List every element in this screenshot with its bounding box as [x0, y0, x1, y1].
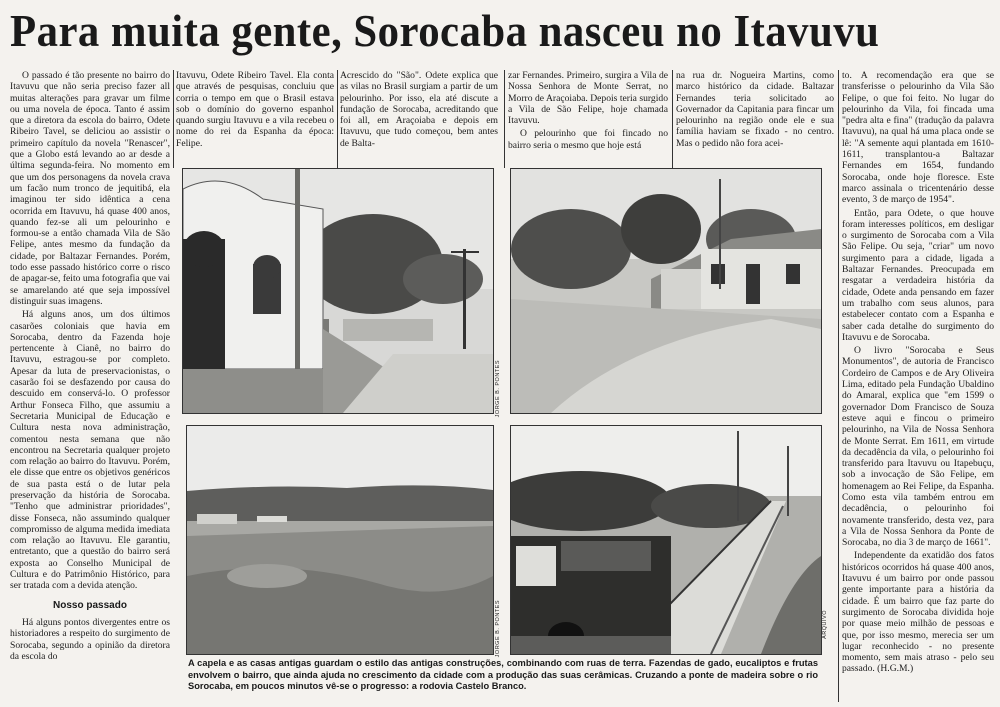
column-rule [838, 70, 839, 702]
article-column-4 [508, 70, 668, 162]
photo-bridge [510, 425, 822, 655]
paragraph: Independente da exatidão dos fatos históricos ocorridos há quase 400 anos, Itavuvu é um bairro por onde passou gente importante para a história da cidade. É um bairro que faz parte do surgimento de Sorocaba dividida hoje por quase meio milhão de pessoas e que, por isso mesmo, merecia ser um lugar reconhecido - no presente momento, sem mais atraso - pelo seu passado. (H.G.M.) [842, 550, 994, 675]
article-column-6 [842, 70, 994, 702]
article-column-3 [340, 70, 498, 162]
article-column-2 [176, 70, 334, 162]
photo-caption: A capela e as casas antigas guardam o estilo das antigas construções, combinando com ruas de terra. Fazendas de gado, eucaliptos e frutas envolvem o bairro, que ainda ajuda no crescimento da cidade com a produção das suas cerâmicas. Cruzando a ponte de madeira sobre o rio Sorocaba, em poucos minutos vê-se o progresso: a rodovia Castelo Branco. [188, 658, 818, 691]
column-rule [337, 70, 338, 168]
paragraph: Itavuvu, Odete Ribeiro Tavel. Ela conta que através de pesquisas, concluiu que corria o tempo em que o Brasil estava sob o domínio do governo espanhol quando surgiu Itavuvu e a vila recebeu o nome do rei da Espanha da época: Felipe. [176, 70, 334, 149]
photo-field [186, 425, 494, 655]
paragraph: Há alguns anos, um dos últimos casarões coloniais que havia em Sorocaba, dentro da Fazenda hoje pertencente à Cianê, no bairro do Itavuvu, estragou-se por completo. Apesar da luta de preservacionistas, o casarão foi se desfazendo por causa do descuido em conservá-lo. O professor Arthur Fonseca Filho, que assumiu a Secretaria Municipal de Educação e Cultura nesta nova administração, comentou nesta semana que não encontrou na Secretaria qualquer projeto com relação ao bairro do Itavuvu. Porém, ele disse que entre os objetivos genéricos de sua pasta está o de lutar pela preservação da história de Sorocaba. "Tenho que administrar prioridades", disse Fonseca, não assumindo qualquer compromisso de alguma medida imediata com relação ao Itavuvu. Ele garantiu, entretanto, que a questão do bairro será exposta ao Conselho Municipal de Cultura e do Patrimônio Histórico, para ser tratada com a devida atenção. [10, 309, 170, 592]
column-rule [672, 70, 673, 168]
photo-chapel [182, 168, 494, 414]
paragraph: O livro "Sorocaba e Seus Monumentos", de autoria de Francisco Cordeiro de Campos e de Ary Oliveira Lima, editado pela Fundação Ubaldino do Amaral, explica que "em 1599 o governador Dom Francisco de Souza esteve aqui e fincou o primeiro pelourinho, na Vila de Nossa Senhora de Monte Serrat. Em 1611, em virtude da decadência da vila, o pelourinho foi transferido para Itavuvu ou Itapebuçu, sob a invocação de São Felipe, em homenagem ao Rei Felipe, da Espanha. Como esta vila também entrou em decadência, o pelourinho foi novamente transferido, desta vez, para a Vila de Nossa Senhora da Ponte de Sorocaba, no dia 3 de março de 1661". [842, 345, 994, 549]
paragraph: Há alguns pontos divergentes entre os historiadores a respeito do surgimento de Sorocaba, segundo a opinião da diretora da escola do [10, 616, 170, 662]
paragraph: Então, para Odete, o que houve foram interesses políticos, em desligar o surgimento de Sorocaba com a Vila São Felipe. Ou seja, "criar" um novo surgimento para a cidade, ligada a Baltazar Fernandes. Preocupada em resgatar a verdadeira história da cidade, Odete anda pensando em fazer um trabalho com seus alunos, para estabelecer contato com a Espanha e saber cada detalhe do surgimento do Itavuvu e de Sorocaba. [842, 207, 994, 343]
column-rule [504, 70, 505, 168]
paragraph: na rua dr. Nogueira Martins, como marco histórico da cidade. Baltazar Fernandes teria solicitado ao Governador da Capitania para fincar um pelourinho na região onde ele e sua família haviam se fixado - no centro. Mas o pedido não fora acei- [676, 70, 834, 149]
paragraph: Acrescido do "São". Odete explica que as vilas no Brasil surgiam a partir de um pelourinho. Por isso, ela até discute a fundação de Sorocaba, acreditando que foi all, em Araçoiaba e depois em Itavuvu, que tudo começou, bem antes de Balta- [340, 70, 498, 149]
photo-houses [510, 168, 822, 414]
article-column-1 [10, 70, 170, 702]
photo-credit: JORGE B. PONTES [495, 360, 501, 418]
article-column-5 [676, 70, 834, 162]
subheading: Nosso passado [53, 599, 127, 611]
photo-credit: ARQUIVO [822, 610, 828, 639]
paragraph: zar Fernandes. Primeiro, surgira a Vila de Nossa Senhora de Monte Serrat, no Morro de Araçoiaba. Depois teria surgido a Vila de São Felipe, hoje chamada Itavuvu. [508, 70, 668, 127]
paragraph: to. A recomendação era que se transferisse o pelourinho da Vila São Felipe, o que foi feito. No lugar do pelourinho da Vila, foi fincada uma "pedra alta e fina" (tradução da palavra Itavuvu), na qual há uma placa onde se lê: "A semente aqui plantada em 1610-1611, transplantou-a Baltazar Fernandes em 1654, fundando Sorocaba, onde hoje floresce. Este marco assinala o tricentenário desse evento, 3 de março de 1954". [842, 70, 994, 206]
column-rule [173, 70, 174, 168]
paragraph: O passado é tão presente no bairro do Itavuvu que não seria preciso fazer all muitas alterações para gravar um filme ou uma novela de época. Tanto é assim que a diretora da escola do bairro, Odete Ribeiro Tavel, se deliciou ao assistir o primeiro capítulo da novela "Renascer", que a Globo está levando ao ar desde a última segunda-feira. No momento em que um dos personagens da novela crava um facão num tronco de jequitibá, ela imaginou ter sido idêntica a cena ocorrida em Itavuvu, há quase 400 anos, quando fez-se ali um pelourinho e formou-se a então chamada Vila de São Felipe, antes mesmo da fundação da cidade, por Baltazar Fernandes. Porém, todo esse passado histórico corre o risco de apagar-se, feito uma fotografia que vai se amarelando até que seja impossível distinguir suas imagens. [10, 70, 170, 307]
headline: Para muita gente, Sorocaba nasceu no Itavuvu [10, 5, 880, 56]
photo-credit: JORGE B. PONTES [495, 600, 501, 658]
paragraph: O pelourinho que foi fincado no bairro seria o mesmo que hoje está [508, 128, 668, 151]
